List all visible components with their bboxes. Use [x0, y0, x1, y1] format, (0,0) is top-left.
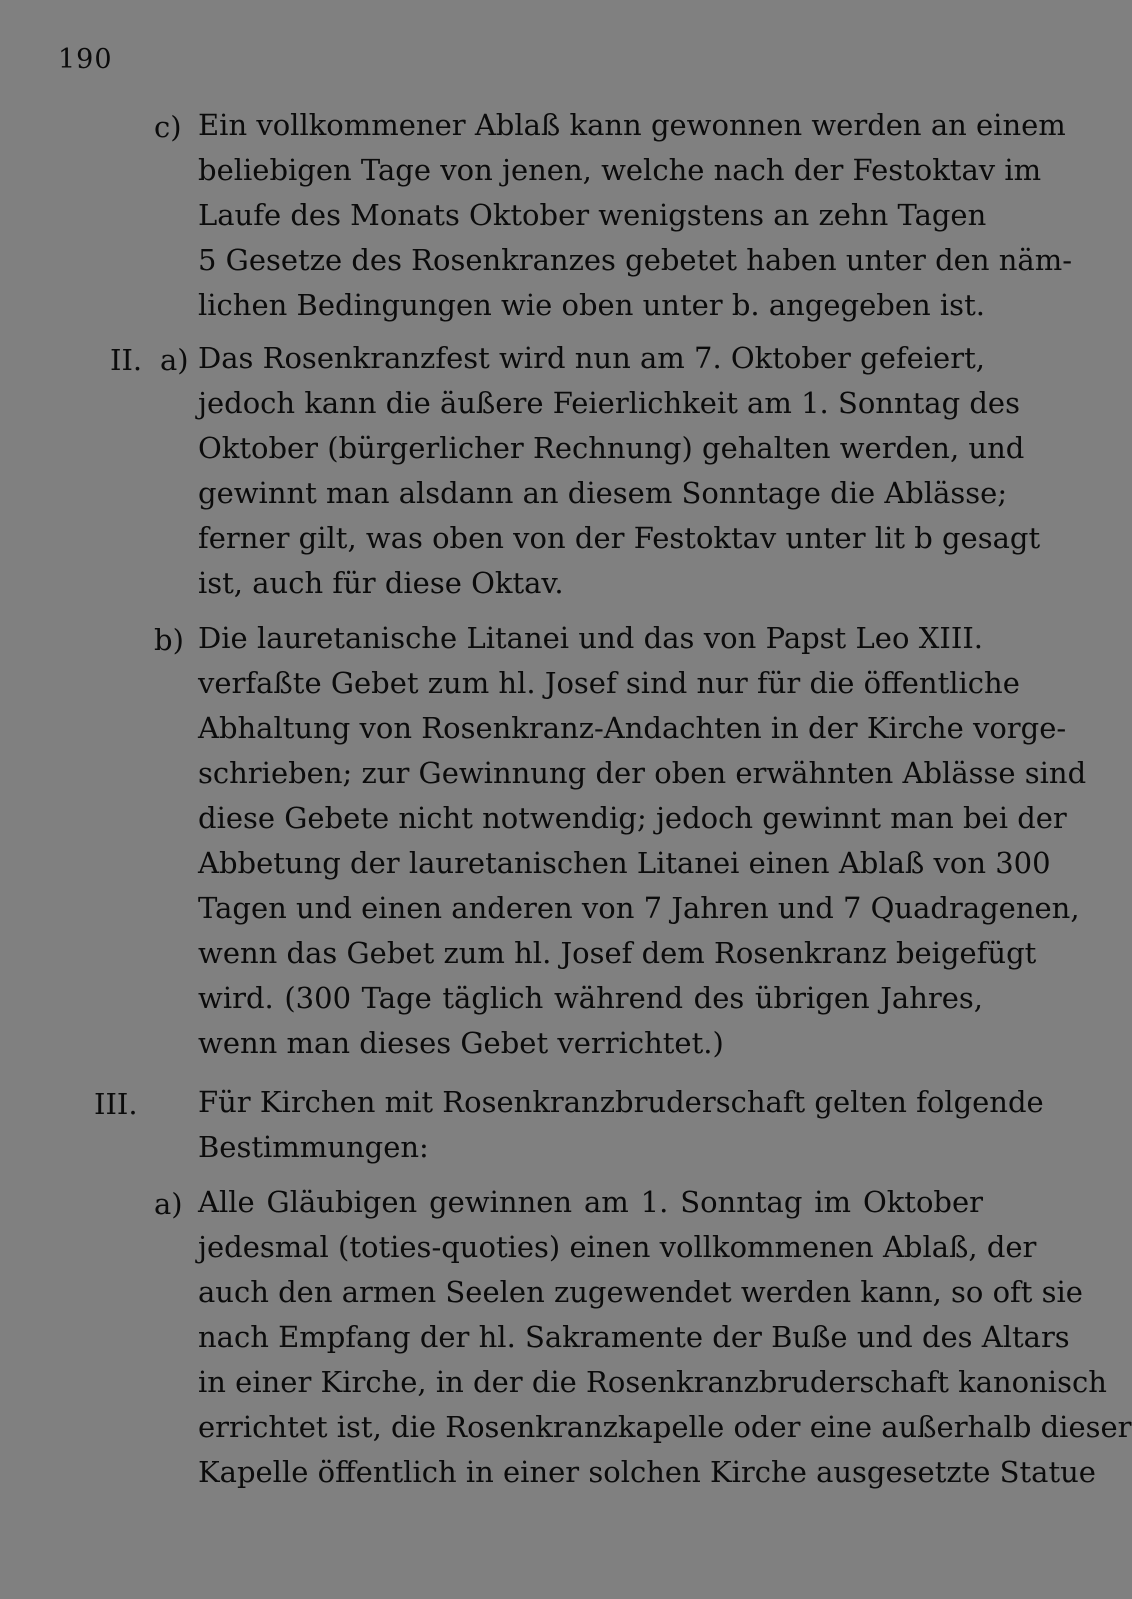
text-line: ferner gilt, was oben von der Festoktav unter lit b gesagt — [198, 521, 1041, 555]
text-line: gewinnt man alsdann an diesem Sonntage die Ablässe; — [198, 476, 1008, 510]
text-line: Tagen und einen anderen von 7 Jahren und 7 Quadragenen, — [198, 891, 1080, 925]
section-marker: II. — [110, 343, 143, 377]
text-line: Kapelle öffentlich in einer solchen Kirche ausgesetzte Statue — [198, 1455, 1096, 1489]
item-marker: c) — [154, 110, 182, 144]
text-line: jedoch kann die äußere Feierlichkeit am 1. Sonntag des — [198, 386, 1020, 420]
text-line: Ein vollkommener Ablaß kann gewonnen werden an einem — [198, 108, 1066, 142]
text-line: Für Kirchen mit Rosenkranzbruderschaft gelten folgende — [198, 1085, 1044, 1119]
text-line: Abhaltung von Rosenkranz-Andachten in der Kirche vorge- — [198, 711, 1067, 745]
text-line: errichtet ist, die Rosenkranzkapelle oder eine außerhalb dieser — [198, 1410, 1132, 1444]
text-line: 5 Gesetze des Rosenkranzes gebetet haben unter den näm- — [198, 243, 1073, 277]
section-marker: III. — [94, 1087, 138, 1121]
text-line: Oktober (bürgerlicher Rechnung) gehalten werden, und — [198, 431, 1025, 465]
text-line: Laufe des Monats Oktober wenigstens an zehn Tagen — [198, 198, 987, 232]
item-marker: a) — [160, 343, 189, 377]
text-line: Bestimmungen: — [198, 1130, 429, 1164]
text-line: schrieben; zur Gewinnung der oben erwähnten Ablässe sind — [198, 756, 1087, 790]
text-line: jedesmal (toties-quoties) einen vollkommenen Ablaß, der — [198, 1230, 1037, 1264]
text-line: ist, auch für diese Oktav. — [198, 566, 564, 600]
text-line: nach Empfang der hl. Sakramente der Buße und des Altars — [198, 1320, 1070, 1354]
text-line: Das Rosenkranzfest wird nun am 7. Oktober gefeiert, — [198, 341, 985, 375]
text-line: verfaßte Gebet zum hl. Josef sind nur für die öffentliche — [198, 666, 1020, 700]
text-line: wenn man dieses Gebet verrichtet.) — [198, 1026, 724, 1060]
item-marker: a) — [154, 1187, 183, 1221]
page-number: 190 — [58, 44, 113, 75]
text-line: Die lauretanische Litanei und das von Papst Leo XIII. — [198, 621, 983, 655]
text-line: wenn das Gebet zum hl. Josef dem Rosenkranz beigefügt — [198, 936, 1037, 970]
text-line: in einer Kirche, in der die Rosenkranzbruderschaft kanonisch — [198, 1365, 1107, 1399]
text-line: beliebigen Tage von jenen, welche nach der Festoktav im — [198, 153, 1042, 187]
text-line: diese Gebete nicht notwendig; jedoch gewinnt man bei der — [198, 801, 1067, 835]
text-line: lichen Bedingungen wie oben unter b. angegeben ist. — [198, 288, 985, 322]
item-marker: b) — [154, 623, 184, 657]
text-line: Alle Gläubigen gewinnen am 1. Sonntag im Oktober — [198, 1185, 983, 1219]
text-line: auch den armen Seelen zugewendet werden kann, so oft sie — [198, 1275, 1083, 1309]
text-line: wird. (300 Tage täglich während des übrigen Jahres, — [198, 981, 983, 1015]
text-line: Abbetung der lauretanischen Litanei einen Ablaß von 300 — [198, 846, 1051, 880]
